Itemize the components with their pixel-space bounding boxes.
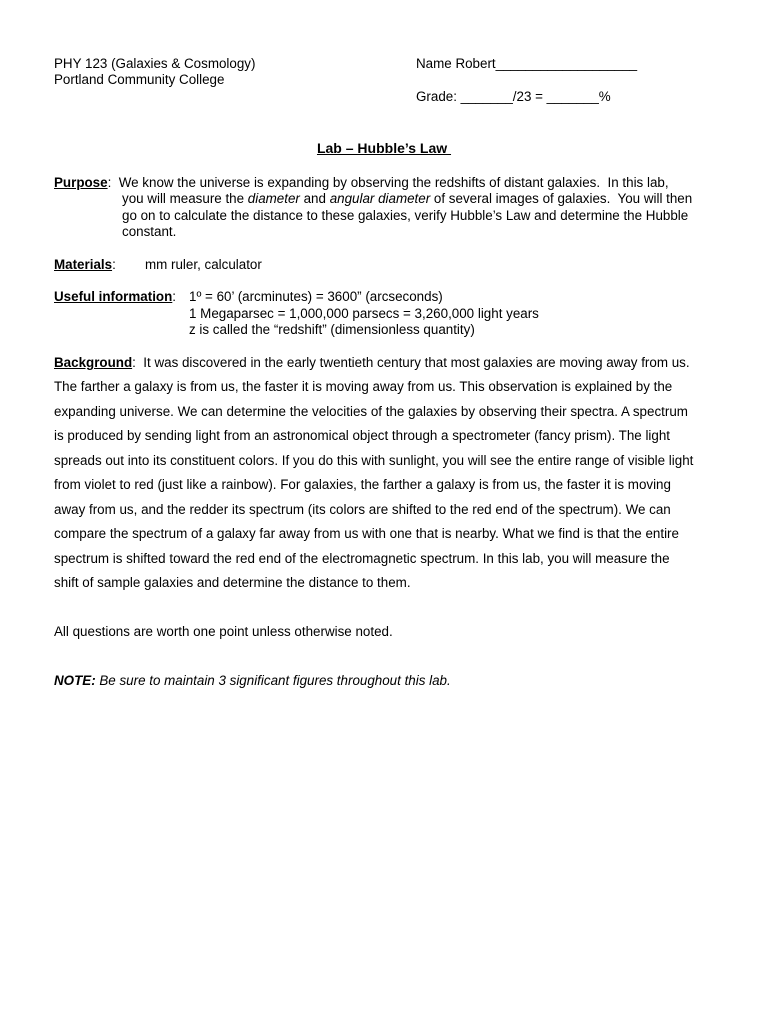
purpose-italic-angular: angular diameter [329, 191, 431, 206]
background-text-1: : It was discovered in the early twentieth century that most galaxies are moving away from us. [132, 355, 690, 370]
note-label: NOTE: [54, 673, 96, 688]
background-label: Background [54, 355, 133, 370]
materials-label: Materials [54, 257, 113, 272]
background-line: shift of sample galaxies and determine the distance to them. [54, 575, 411, 590]
purpose-text-2c: of several images of galaxies. You will then [430, 191, 693, 206]
background-line-1 [54, 355, 690, 371]
questions-note: All questions are worth one point unless otherwise noted. [54, 624, 393, 639]
purpose-line-1 [54, 175, 669, 192]
useful-info-row [54, 289, 176, 306]
useful-info-label: Useful information [54, 289, 173, 304]
purpose-line-3: go on to calculate the distance to these galaxies, verify Hubble’s Law and determine the Hubble [122, 208, 689, 223]
purpose-text-2a: you will measure the [122, 191, 248, 206]
purpose-italic-diameter: diameter [247, 191, 300, 206]
purpose-line-4: constant. [122, 224, 177, 239]
background-line: is produced by sending light from an astronomical object through a spectrometer (fancy prism). The light [54, 428, 671, 443]
background-line: spectrum is shifted toward the red end of the electromagnetic spectrum. In this lab, you will measure the [54, 551, 670, 566]
useful-info-line-3: z is called the “redshift” (dimensionless quantity) [189, 322, 475, 337]
background-line: from violet to red (just like a rainbow). For galaxies, the farther a galaxy is from us, the faster it is moving [54, 477, 671, 492]
college-name: Portland Community College [54, 72, 225, 87]
background-line: away from us, and the redder its spectrum (its colors are shifted to the red end of the spectrum). We can [54, 502, 671, 517]
purpose-text-1: : We know the universe is expanding by observing the redshifts of distant galaxies. In this lab, [107, 175, 669, 190]
background-line: expanding universe. We can determine the velocities of the galaxies by observing their spectra. A spectrum [54, 404, 688, 419]
page-title: Lab – Hubble’s Law [316, 140, 452, 156]
materials-text: mm ruler, calculator [145, 257, 262, 272]
grade-field: Grade: _______/23 = _______% [416, 89, 611, 104]
sig-figs-note [54, 673, 451, 690]
course-name: PHY 123 (Galaxies & Cosmology) [54, 56, 256, 71]
purpose-text-2b: and [299, 191, 330, 206]
background-line: compare the spectrum of a galaxy far away from us with one that is nearby. What we find is that the entire [54, 526, 679, 541]
useful-info-line-2: 1 Megaparsec = 1,000,000 parsecs = 3,260,000 light years [189, 306, 539, 321]
materials-row [54, 257, 116, 274]
useful-info-line-1: 1º = 60’ (arcminutes) = 3600” (arcseconds) [189, 289, 443, 304]
student-name-field: Name Robert___________________ [416, 56, 638, 71]
purpose-label: Purpose [54, 175, 108, 190]
materials-colon: : [112, 257, 116, 272]
note-text: Be sure to maintain 3 significant figures throughout this lab. [95, 673, 451, 688]
background-line: The farther a galaxy is from us, the faster it is moving away from us. This observation is explained by the [54, 379, 673, 394]
purpose-line-2 [122, 191, 692, 208]
useful-info-colon: : [172, 289, 177, 304]
background-line: spreads out into its constituent colors. If you do this with sunlight, you will see the entire range of visible light [54, 453, 694, 468]
